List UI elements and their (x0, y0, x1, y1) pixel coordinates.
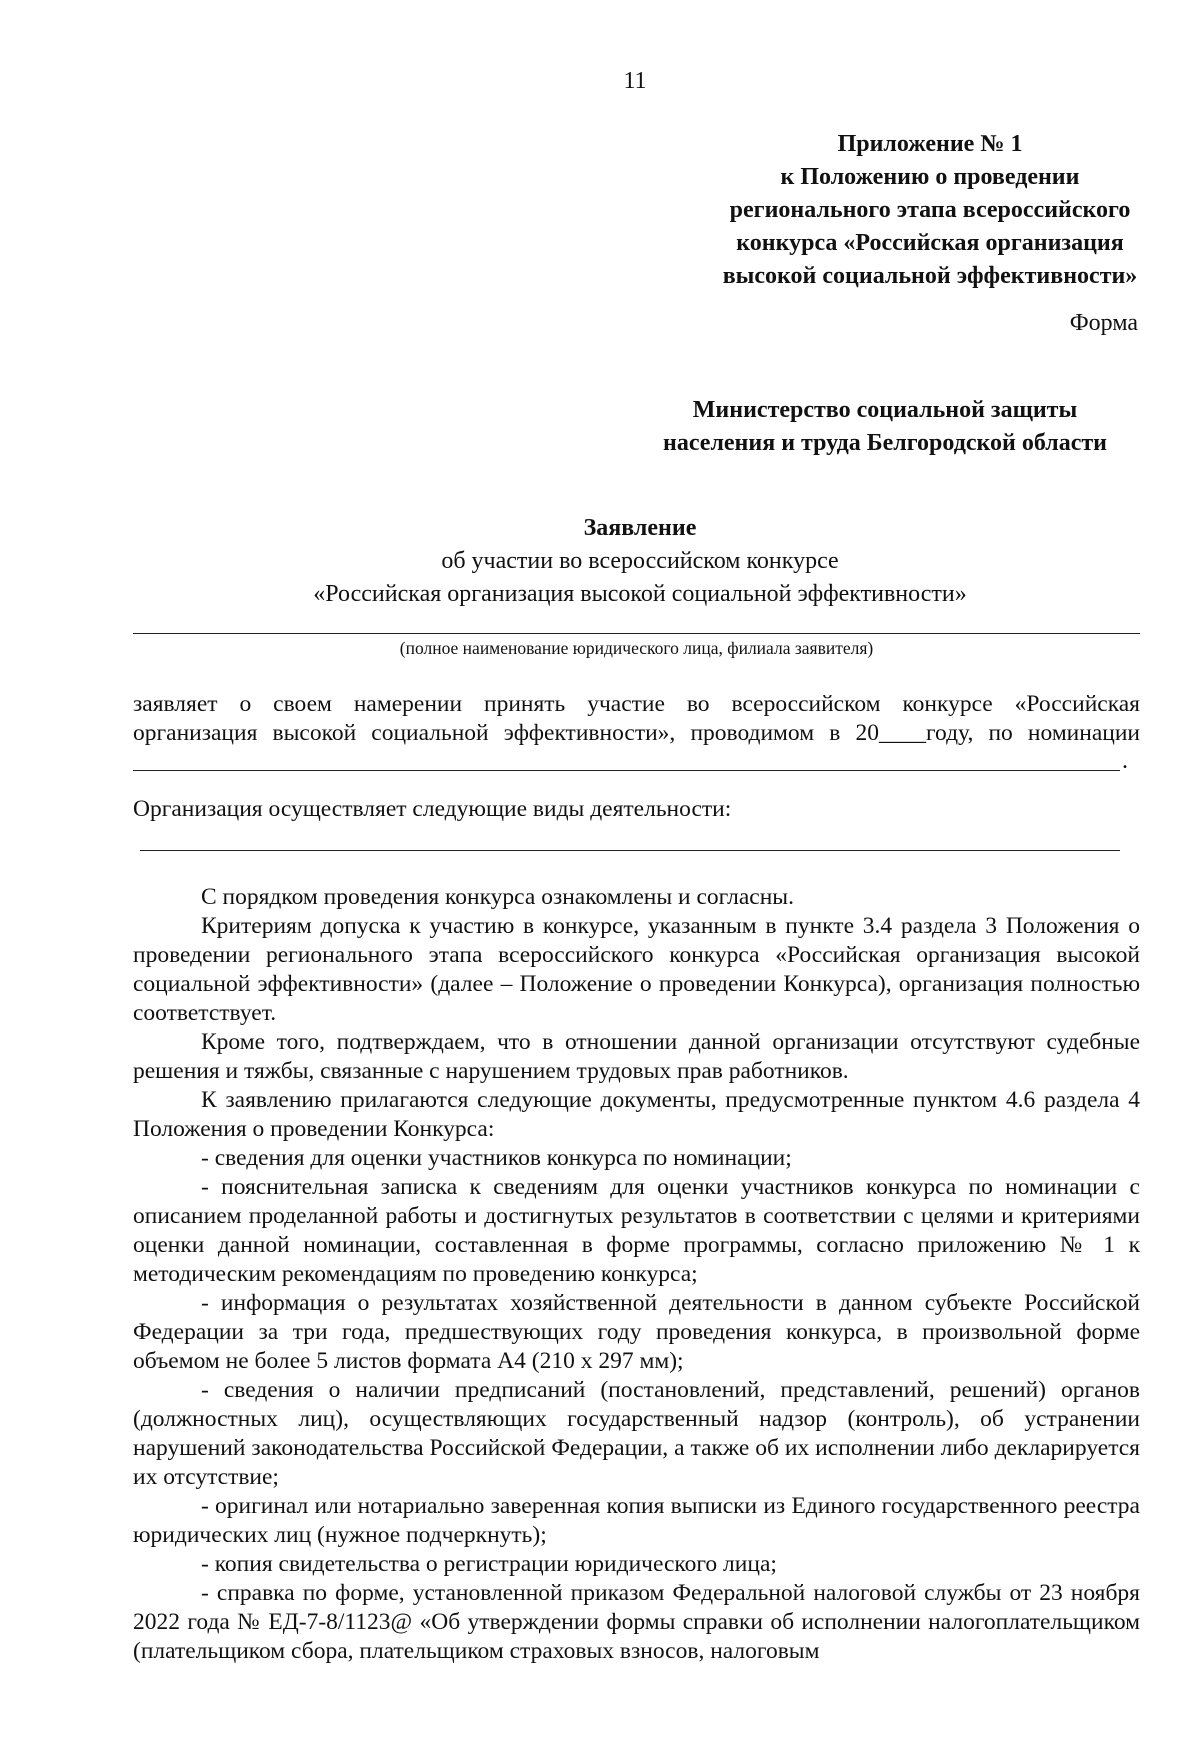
nomination-line-end: . (1122, 748, 1128, 774)
appendix-line: конкурса «Российская организация (736, 230, 1124, 256)
body-paragraph: С порядком проведения конкурса ознакомлены и согласны. (201, 884, 794, 910)
statement-body (133, 883, 1140, 1666)
attachment-item: - оригинал или нотариально заверенная копия выписки из Единого государственного реестра юридических лиц (нужное подчеркнуть); (133, 1493, 1140, 1548)
statement-subtitle: об участии во всероссийском конкурсе (441, 548, 839, 574)
activities-label: Организация осуществляет следующие виды деятельности: (133, 796, 732, 822)
ministry-line: населения и труда Белгородской области (663, 430, 1107, 456)
attachment-item: - сведения для оценки участников конкурса по номинации; (201, 1145, 792, 1171)
appendix-line: к Положению о проведении (780, 164, 1080, 190)
appendix-line: регионального этапа всероссийского (729, 197, 1131, 223)
activities-line (140, 850, 1120, 851)
nomination-line (133, 770, 1120, 771)
intent-line: заявляет о своем намерении принять участие во всероссийском конкурсе «Российская (133, 691, 1140, 717)
page-number: 11 (623, 68, 647, 94)
body-paragraph: Кроме того, подтверждаем, что в отношении данной организации отсутствуют судебные решения и тяжбы, связанные с нарушением трудовых прав работников. (133, 1029, 1140, 1084)
applicant-name-caption: (полное наименование юридического лица, филиала заявителя) (399, 638, 874, 658)
attachment-item: - справка по форме, установленной приказом Федеральной налоговой службы от 23 ноября 2022 года № ЕД-7-8/1123@ «Об утверждении формы справки об исполнении налогоплательщиком (плательщиком сбора, плательщиком страховых взносов, налоговым (133, 1580, 1140, 1664)
attachment-item: - копия свидетельства о регистрации юридического лица; (201, 1551, 777, 1577)
appendix-header (660, 128, 1200, 293)
applicant-name-line (133, 633, 1140, 634)
appendix-line: высокой социальной эффективности» (722, 263, 1138, 289)
statement-title: Заявление (583, 515, 697, 541)
attachment-item: - пояснительная записка к сведениям для оценки участников конкурса по номинации с описанием проделанной работы и достигнутых результатов в соответствии с целями и критериями оценки данной номинации, составленная в форме программы, согласно приложению № 1 к методическим рекомендациям по проведению конкурса; (133, 1174, 1140, 1287)
ministry-addressee (600, 394, 1170, 460)
statement-subtitle: «Российская организация высокой социальной эффективности» (313, 581, 967, 607)
body-paragraph: К заявлению прилагаются следующие документы, предусмотренные пунктом 4.6 раздела 4 Положения о проведении Конкурса: (133, 1087, 1140, 1142)
attachment-item: - информация о результатах хозяйственной деятельности в данном субъекте Российской Федерации за три года, предшествующих году проведения конкурса, в произвольной форме объемом не более 5 листов формата А4 (210 х 297 мм); (133, 1290, 1140, 1374)
ministry-line: Министерство социальной защиты (692, 397, 1078, 423)
appendix-line: Приложение № 1 (837, 131, 1023, 157)
body-paragraph: Критериям допуска к участию в конкурсе, указанным в пункте 3.4 раздела 3 Положения о проведении регионального этапа всероссийского конкурса «Российская организация высокой социальной эффективности» (далее – Положение о проведении Конкурса), организация полностью соответствует. (133, 913, 1140, 1026)
intent-line: организация высокой социальной эффективности», проводимом в 20____году, по номинации (133, 720, 1140, 746)
attachment-item: - сведения о наличии предписаний (постановлений, представлений, решений) органов (должностных лиц), осуществляющих государственный надзор (контроль), об устранении нарушений законодательства Российской Федерации, а также об их исполнении либо декларируется их отсутствие; (133, 1377, 1140, 1490)
statement-heading (140, 512, 1140, 611)
form-label: Форма (1069, 310, 1138, 336)
